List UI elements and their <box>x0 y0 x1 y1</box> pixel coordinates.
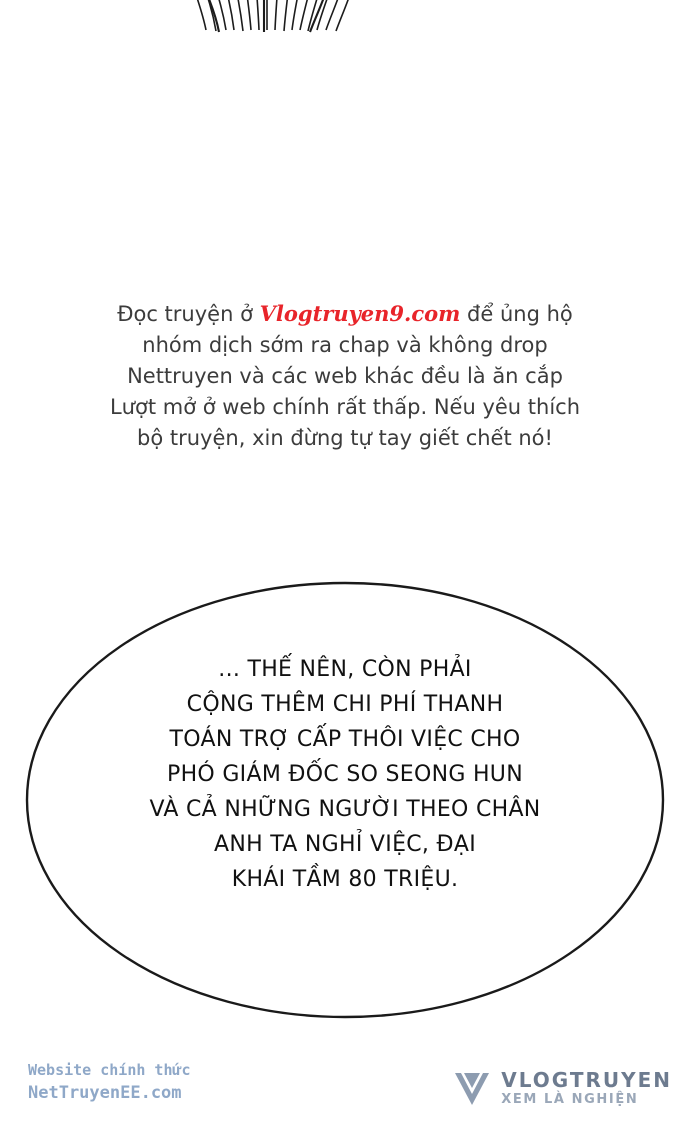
bubble-line-3: TOÁN TRỢ CẤP THÔI VIỆC CHO <box>169 727 521 752</box>
bubble-line-1: ... THẾ NÊN, CÒN PHẢI <box>218 657 472 682</box>
promo-message <box>0 298 690 454</box>
promo-line-2: nhóm dịch sớm ra chap và không drop <box>142 333 548 357</box>
bubble-line-5: VÀ CẢ NHỮNG NGƯỜI THEO CHÂN <box>149 797 541 822</box>
watermark-right <box>451 1067 672 1109</box>
watermark-right-words <box>501 1070 672 1106</box>
speech-bubble <box>24 580 666 1020</box>
promo-line-4: Lượt mở ở web chính rất thấp. Nếu yêu thích <box>109 395 581 419</box>
watermark-right-subtitle: XEM LÀ NGHIỆN <box>501 1092 639 1107</box>
promo-line-5: bộ truyện, xin đừng tự tay giết chết nó! <box>137 426 553 450</box>
previous-panel-fragment <box>0 0 690 34</box>
watermark-left-line2: NetTruyenEE.com <box>28 1083 182 1103</box>
bubble-line-7: KHÁI TẦM 80 TRIỆU. <box>231 867 459 892</box>
speech-bubble-text <box>24 652 666 897</box>
bubble-line-4: PHÓ GIÁM ĐỐC SO SEONG HUN <box>167 762 523 787</box>
watermark-left <box>28 1059 191 1105</box>
watermark-left-line1: Website chính thức <box>28 1061 191 1079</box>
bubble-line-6: ANH TA NGHỈ VIỆC, ĐẠI <box>213 832 477 857</box>
hair-strands-icon <box>0 0 690 34</box>
site-brand-link[interactable]: Vlogtruyen9.com <box>259 301 461 326</box>
watermark-right-title: VLOGTRUYEN <box>501 1068 672 1092</box>
promo-line-1: Đọc truyện ở Vlogtruyen9.com để ủng hộ <box>117 301 573 326</box>
promo-line-3: Nettruyen và các web khác đều là ăn cắp <box>127 364 563 388</box>
bubble-line-2: CỘNG THÊM CHI PHÍ THANH <box>186 692 504 717</box>
v-logo-icon <box>451 1067 493 1109</box>
